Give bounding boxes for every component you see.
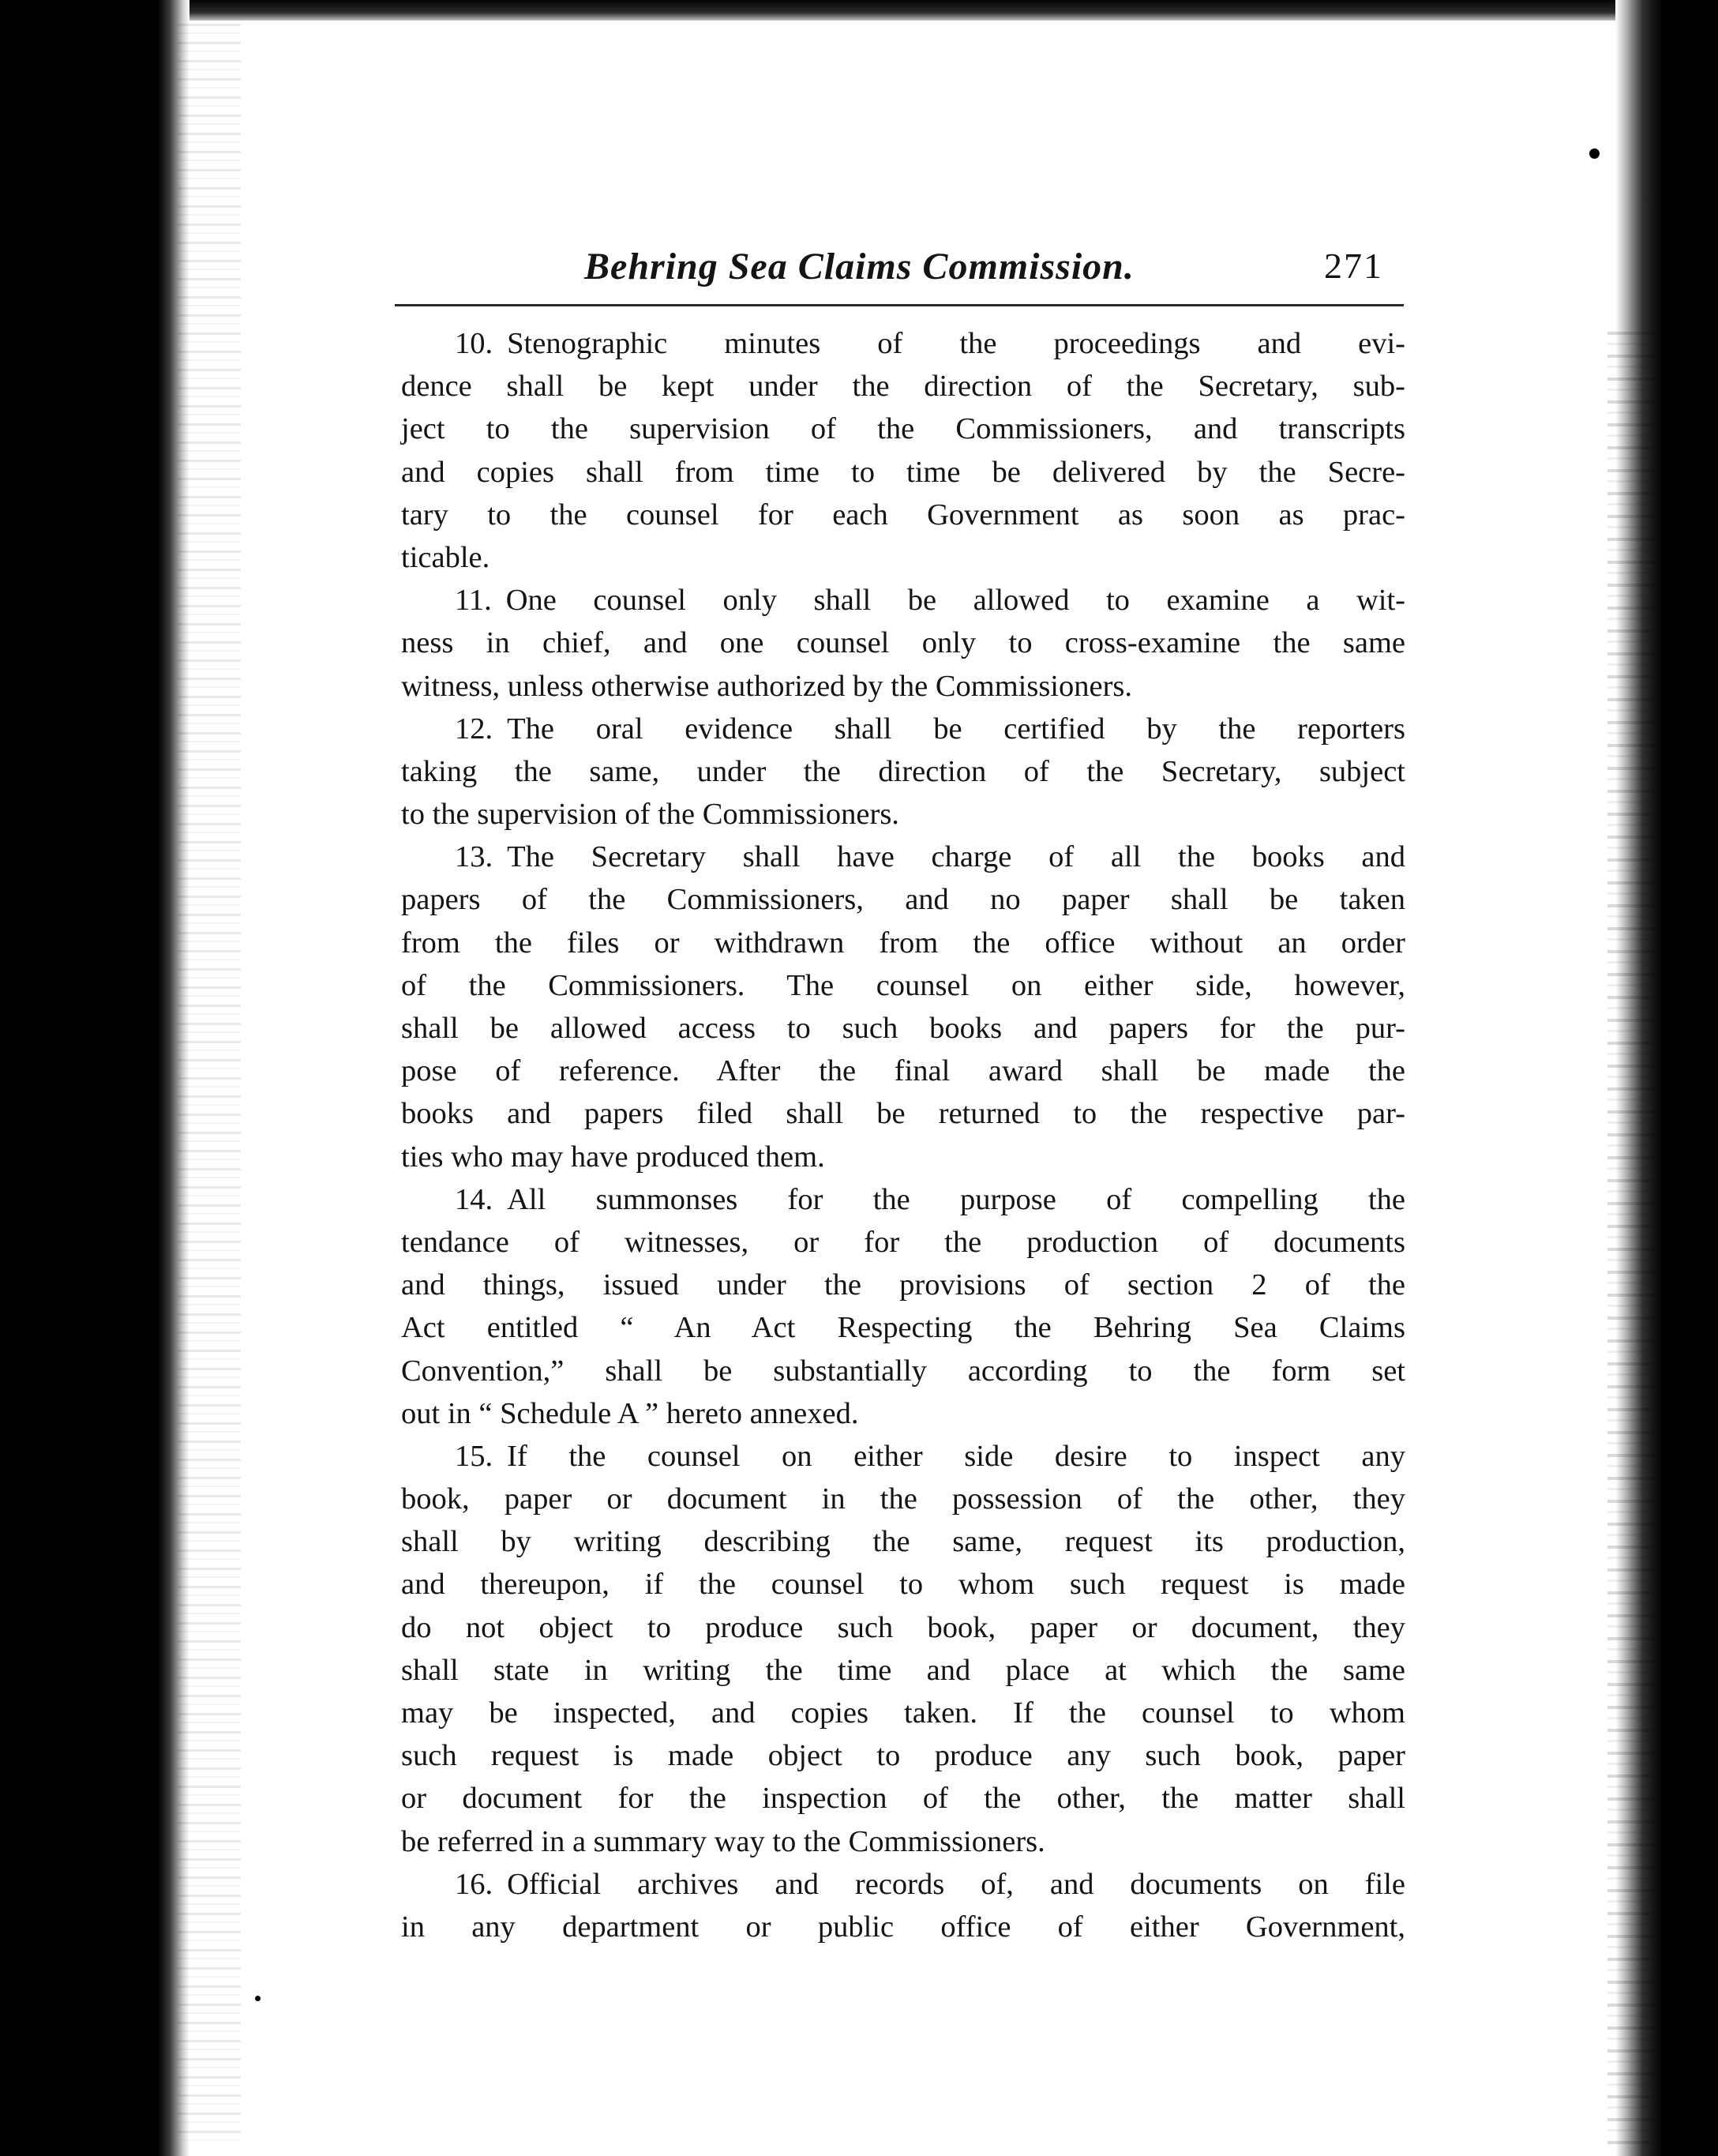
text-line: such request is made object to produce any such book, paper [401,1739,1405,1773]
text-line: from the files or withdrawn from the office without an order [401,926,1405,960]
text-line: and thereupon, if the counsel to whom such request is made [401,1568,1405,1602]
text-line: or document for the inspection of the other, the matter shall [401,1782,1405,1816]
text-line: ject to the supervision of the Commissioners, and transcripts [401,412,1405,446]
paragraph-number: 13. [455,840,493,874]
paragraph-10 [401,322,1405,579]
text-line: ness in chief, and one counsel only to cross-examine the same [401,626,1405,660]
page-number: 271 [1324,246,1383,286]
text-line: may be inspected, and copies taken. If the counsel to whom [401,1696,1405,1730]
text-line: ticable. [401,540,490,574]
header-rule [395,304,1404,306]
running-title: Behring Sea Claims Commission. [584,246,1135,287]
text-line: do not object to produce such book, paper or document, they [401,1610,1405,1644]
text-line: Convention,” shall be substantially according to the form set [401,1354,1405,1388]
text-line: 12. The oral evidence shall be certified by the reporters [455,712,1405,746]
paragraph-number: 11. [455,584,492,618]
text-line: 10. Stenographic minutes of the proceedings and evi- [455,327,1405,360]
body-text [401,322,1405,1948]
text-line: shall by writing describing the same, request its production, [401,1525,1405,1559]
scan-left-edge [0,0,189,2156]
scan-speck [255,1996,261,2001]
text-line: tendance of witnesses, or for the production of documents [401,1225,1405,1259]
text-line: taking the same, under the direction of the Secretary, subject [401,754,1405,788]
scan-left-noise [178,24,241,2140]
text-line: Act entitled “ An Act Respecting the Behring Sea Claims [401,1311,1405,1345]
text-line: in any department or public office of either Government, [401,1910,1405,1944]
paragraph-16 [401,1863,1405,1948]
scan-top-edge [0,0,1718,21]
text-line: and copies shall from time to time be delivered by the Secre- [401,455,1405,489]
text-line: out in “ Schedule A ” hereto annexed. [401,1396,859,1430]
text-line: pose of reference. After the final award shall be made the [401,1054,1405,1088]
text-line: papers of the Commissioners, and no paper shall be taken [401,883,1405,917]
text-line: book, paper or document in the possession of the other, they [401,1482,1405,1516]
text-line: shall state in writing the time and place at which the same [401,1653,1405,1687]
paragraph-number: 14. [455,1182,493,1216]
scan-speck [1589,148,1600,159]
text-line: and things, issued under the provisions of section 2 of the [401,1268,1405,1302]
scan-right-noise [1607,332,1655,2148]
paragraph-number: 15. [455,1439,493,1473]
text-line: dence shall be kept under the direction of the Secretary, sub- [401,370,1405,404]
text-line: 11. One counsel only shall be allowed to examine a wit- [455,584,1405,618]
page-header [395,237,1421,300]
text-line: witness, unless otherwise authorized by the Commissioners. [401,669,1133,703]
text-line: 13. The Secretary shall have charge of all the books and [455,840,1405,874]
paragraph-13 [401,836,1405,1178]
text-line: tary to the counsel for each Government as soon as prac- [401,498,1405,531]
text-line: to the supervision of the Commissioners. [401,798,899,832]
text-line: books and papers filed shall be returned to the respective par- [401,1097,1405,1131]
paragraph-15 [401,1435,1405,1863]
paragraph-number: 16. [455,1867,493,1901]
text-line: of the Commissioners. The counsel on either side, however, [401,968,1405,1002]
paragraph-11 [401,579,1405,708]
text-line: 15. If the counsel on either side desire to inspect any [455,1439,1405,1473]
paragraph-12 [401,708,1405,836]
paragraph-14 [401,1178,1405,1435]
text-line: shall be allowed access to such books and papers for the pur- [401,1012,1405,1045]
text-line: 14. All summonses for the purpose of compelling the [455,1182,1405,1216]
paragraph-number: 10. [455,327,493,360]
text-line: ties who may have produced them. [401,1140,825,1174]
text-line: 16. Official archives and records of, and documents on file [455,1867,1405,1901]
paragraph-number: 12. [455,712,493,746]
text-line: be referred in a summary way to the Commissioners. [401,1824,1045,1858]
